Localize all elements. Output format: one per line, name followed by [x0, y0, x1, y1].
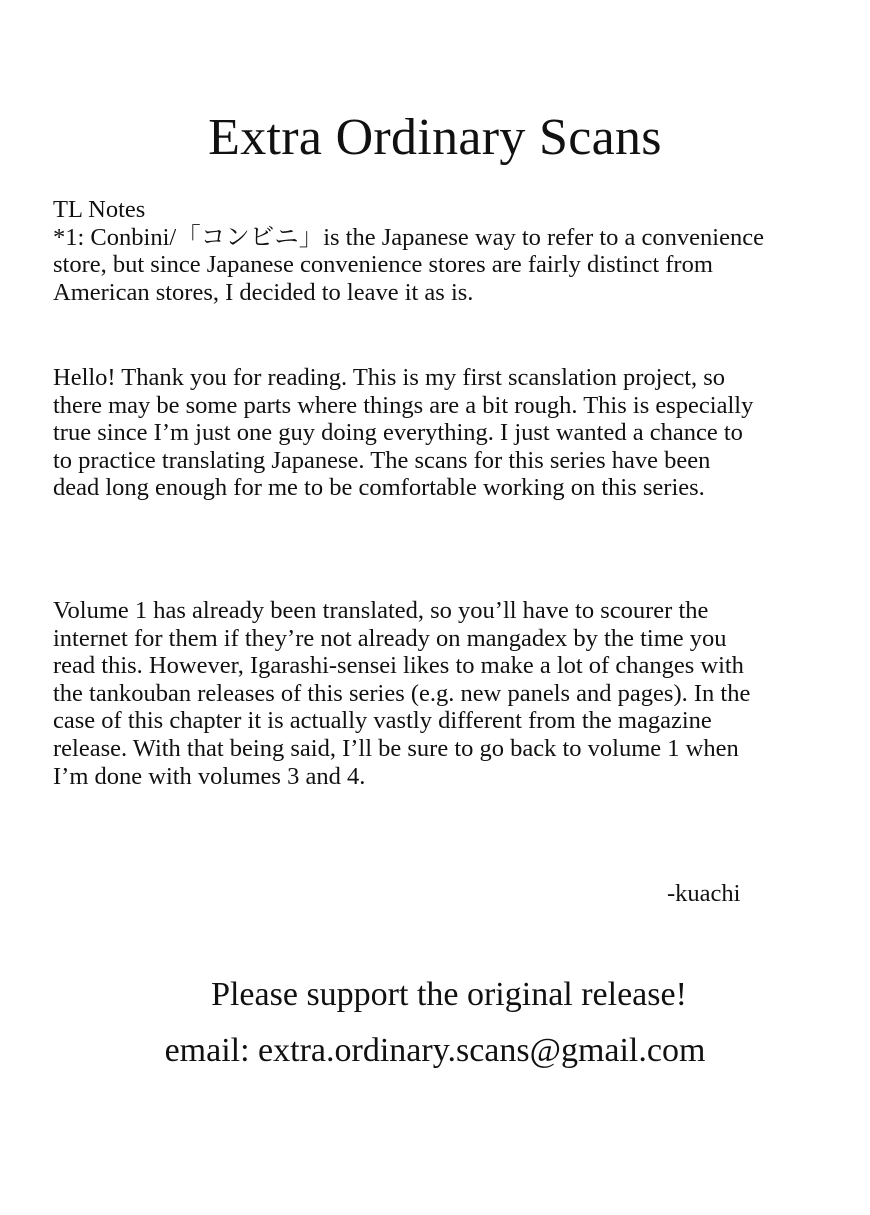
- volume-line: Volume 1 has already been translated, so you’ll have to scourer the: [53, 597, 709, 624]
- hello-line: dead long enough for me to be comfortable working on this series.: [53, 474, 705, 502]
- volume-line: I’m done with volumes 3 and 4.: [53, 762, 366, 790]
- hello-line: true since I’m just one guy doing everything. I just wanted a chance to: [53, 419, 743, 447]
- tl-notes-heading: TL Notes: [53, 196, 146, 223]
- volume-line: internet for them if they’re not already on mangadex by the time you: [53, 624, 727, 652]
- hello-paragraph: [53, 364, 868, 502]
- hello-line: to practice translating Japanese. The scans for this series have been: [53, 446, 711, 474]
- tl-notes-line: store, but since Japanese convenience stores are fairly distinct from: [53, 251, 713, 279]
- signature: -kuachi: [667, 880, 741, 907]
- support-message: Please support the original release!: [211, 976, 687, 1013]
- hello-line: there may be some parts where things are a bit rough. This is especially: [53, 391, 754, 419]
- volume-paragraph: [53, 597, 868, 790]
- volume-line: case of this chapter it is actually vastly different from the magazine: [53, 707, 712, 735]
- tl-notes-section: [53, 196, 868, 306]
- hello-line: Hello! Thank you for reading. This is my first scanslation project, so: [53, 364, 726, 391]
- page-title: Extra Ordinary Scans: [208, 109, 662, 166]
- tl-notes-line: *1: Conbini/「コンビニ」is the Japanese way to refer to a convenience: [53, 223, 764, 251]
- volume-line: the tankouban releases of this series (e.g. new panels and pages). In the: [53, 679, 751, 707]
- tl-notes-line: American stores, I decided to leave it as is.: [53, 278, 474, 306]
- contact-email: email: extra.ordinary.scans@gmail.com: [164, 1032, 706, 1069]
- volume-line: read this. However, Igarashi-sensei likes to make a lot of changes with: [53, 652, 744, 680]
- volume-line: release. With that being said, I’ll be sure to go back to volume 1 when: [53, 734, 739, 762]
